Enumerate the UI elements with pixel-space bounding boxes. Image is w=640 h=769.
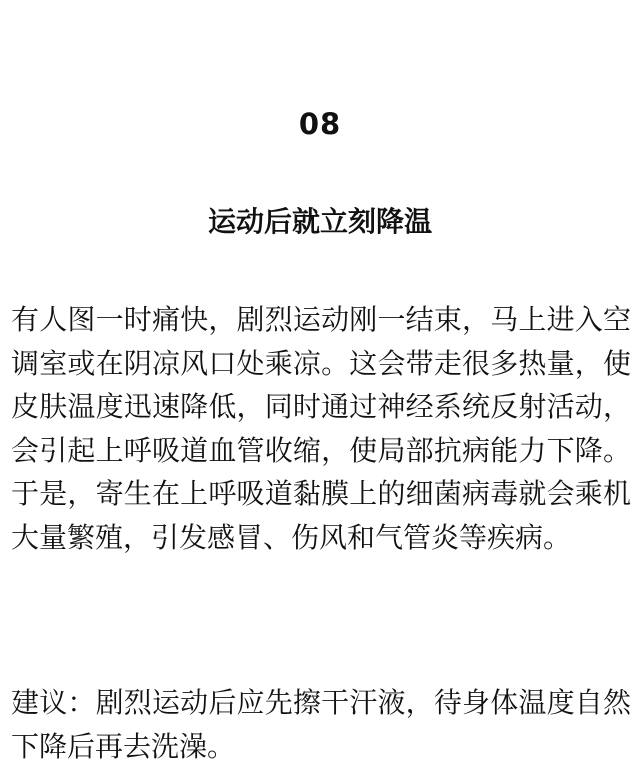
advice-paragraph: 建议：剧烈运动后应先擦干汗液，待身体温度自然下降后再去洗澡。	[11, 686, 631, 763]
section-title: 运动后就立刻降温	[207, 205, 432, 238]
section-number: 08	[298, 107, 342, 141]
body-paragraph: 有人图一时痛快，剧烈运动刚一结束，马上进入空调室或在阴凉风口处乘凉。这会带走很多热量，使皮肤温度迅速降低，同时通过神经系统反射活动，会引起上呼吸道血管收缩，使局部抗病能力下降。于是，寄生在上呼吸道黏膜上的细菌病毒就会乘机大量繁殖，引发感冒、伤风和气管炎等疾病。	[11, 303, 631, 554]
